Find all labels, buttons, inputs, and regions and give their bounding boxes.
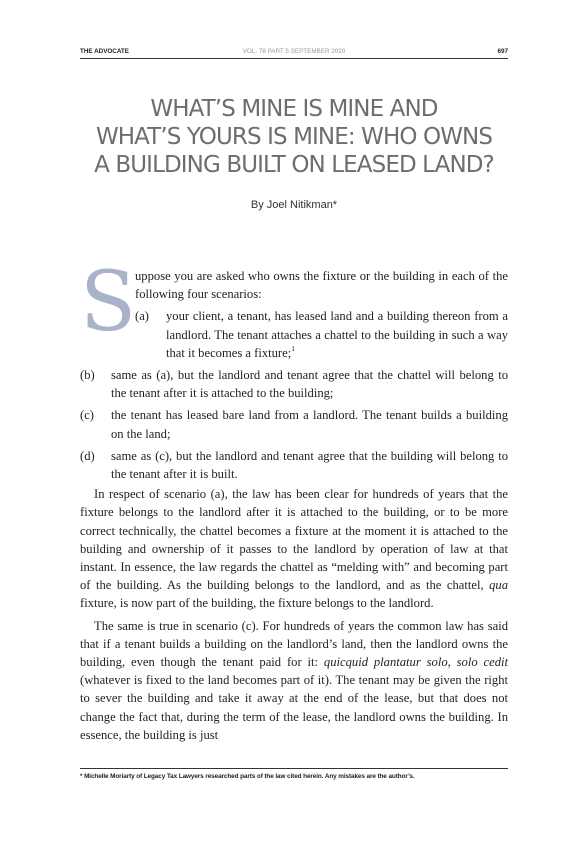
footnote-ref: 1 bbox=[291, 343, 295, 353]
article-title bbox=[80, 95, 508, 179]
footnote-rule bbox=[80, 768, 508, 769]
page-number: 697 bbox=[497, 48, 508, 55]
scenario-item-a bbox=[80, 307, 508, 362]
scenario-text: your client, a tenant, has leased land and a building thereon from a landlord. The tenant attaches a chattel to the building in such a way that it becomes a fixture; bbox=[166, 309, 508, 360]
scenario-text: same as (a), but the landlord and tenant agree that the chattel will belong to the tenant after it is attached to the building; bbox=[111, 368, 508, 401]
body-paragraph: The same is true in scenario (c). For hundreds of years the common law has said that if a tenant builds a building on the landlord’s land, then the landlord owns the building, even though the tenant paid for it: quicquid plantatur solo, solo cedit (whatever is fixed to the land becomes part of it). The tenant may be given the right to sever the building and take it away at the end of the lease, but that does not change the fact that, during the term of the lease, the landlord owns the building. In essence, the building is just bbox=[80, 618, 508, 742]
drop-cap: S bbox=[80, 255, 137, 350]
scenario-text: same as (c), but the landlord and tenant agree that the building will belong to the tenant after it is built. bbox=[111, 448, 508, 482]
publication-name: THE ADVOCATE bbox=[80, 48, 129, 55]
volume-info: VOL. 78 PART 5 SEPTEMBER 2020 bbox=[242, 48, 346, 55]
title-line: A BUILDING BUILT ON LEASED LAND? bbox=[94, 152, 494, 178]
scenario-label: (d) bbox=[80, 448, 95, 463]
scenario-label: (b) bbox=[80, 368, 95, 383]
body-paragraph: In respect of scenario (a), the law has been clear for hundreds of years that the fixture belongs to the landlord after it is attached to the building, or to be more correct technically, the chattel becomes a fixture at the moment it is attached to the building and ownership of it passes to the landlord by operation of law at that instant. In essence, the law regards the chattel as “melding with” and becoming part of the building. As the building belongs to the landlord, and as the chattel, qua fixture, is now part of the building, the fixture belongs to the landlord. bbox=[80, 487, 508, 611]
header-rule bbox=[80, 58, 508, 59]
scenario-item-b bbox=[80, 366, 508, 402]
title-line: WHAT’S MINE IS MINE AND bbox=[150, 96, 438, 122]
article-body bbox=[80, 255, 508, 744]
title-line: WHAT’S YOURS IS MINE: WHO OWNS bbox=[95, 124, 493, 150]
byline: By Joel Nitikman* bbox=[250, 199, 338, 211]
scenario-item-c bbox=[80, 406, 508, 442]
scenario-item-d bbox=[80, 447, 508, 483]
scenario-text: the tenant has leased bare land from a landlord. The tenant builds a building on the land; bbox=[111, 408, 508, 441]
footnote: * Michelle Moriarty of Legacy Tax Lawyers researched parts of the law cited herein. Any mistakes are the author’s. bbox=[80, 773, 415, 780]
scenario-label: (c) bbox=[80, 408, 94, 423]
intro-paragraph: uppose you are asked who owns the fixture or the building in each of the following four scenarios: bbox=[135, 269, 508, 302]
scenario-label: (a) bbox=[135, 309, 149, 324]
